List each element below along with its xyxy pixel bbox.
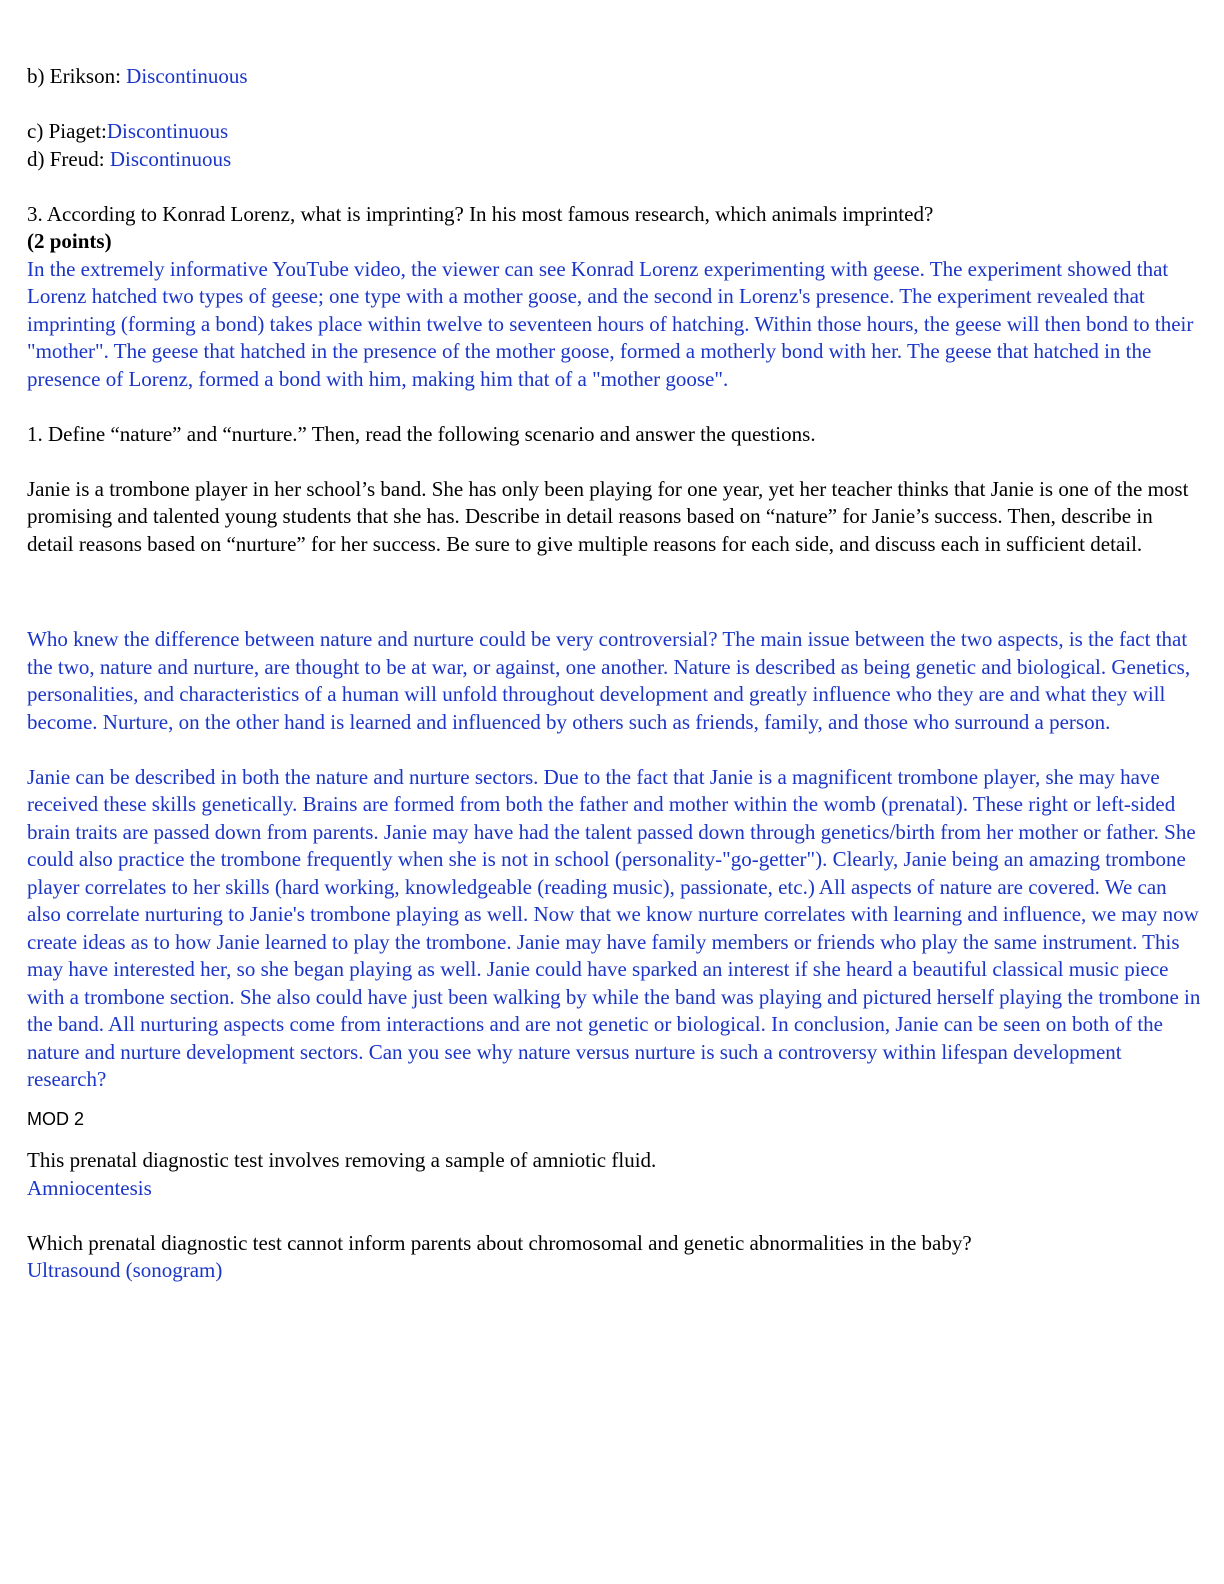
spacer (27, 91, 1202, 119)
spacer (27, 448, 1202, 476)
spacer (27, 558, 1202, 626)
q3-question: 3. According to Konrad Lorenz, what is imprinting? In his most famous research, which animals imprinted? (27, 201, 934, 226)
q2-option-b-label: b) Erikson: (27, 64, 127, 88)
q1-question: 1. Define “nature” and “nurture.” Then, read the following scenario and answer the questions. (27, 421, 816, 446)
q2-option-b-answer: Discontinuous (126, 64, 248, 88)
spacer (27, 393, 1202, 421)
q3-answer: In the extremely informative YouTube video, the viewer can see Konrad Lorenz experimenting with geese. The experiment showed that Lorenz hatched two types of geese; one type with a mother goose, and the second in Lorenz's presence. The experiment revealed that imprinting (forming a bond) takes place within twelve to seventeen hours of hatching. Within those hours, the geese will then bond to their "mother". The geese that hatched in the presence of the mother goose, formed a motherly bond with her. The geese that hatched in the presence of Lorenz, formed a bond with him, making him that of a "mother goose". (27, 256, 1194, 391)
section-heading-mod2: MOD 2 (27, 1108, 85, 1129)
q2-option-b (27, 63, 1202, 91)
q3-points: (2 points) (27, 229, 112, 253)
mod2-answer-a: Amniocentesis (27, 1175, 152, 1200)
q2-option-d (27, 146, 1202, 174)
q2-option-d-answer: Discontinuous (109, 146, 232, 171)
spacer (27, 736, 1202, 764)
q1-answer-paragraph-1: Who knew the difference between nature and nurture could be very controversial? The main issue between the two aspects, is the fact that the two, nature and nurture, are thought to be at war, or against, one another. Nature is described as being genetic and biological. Genetics, personalities, and characteristics of a human will unfold throughout development and greatly influence who they are and what they will become. Nurture, on the other hand is learned and influenced by others such as friends, family, and those who surround a person. (27, 627, 1191, 734)
q2-option-c-answer: Discontinuous (106, 119, 229, 143)
spacer (27, 1202, 1202, 1230)
q1-answer-paragraph-2: Janie can be described in both the nature and nurture sectors. Due to the fact that Janie is a magnificent trombone player, she may have received these skills genetically. Brains are formed from both the father and mother within the womb (prenatal). These right or left-sided brain traits are passed down from parents. Janie may have had the talent passed down through genetics/birth from her mother or father. She could also practice the trombone frequently when she is not in school (personality-"go-getter"). Clearly, Janie being an amazing trombone player correlates to her skills (hard working, knowledgeable (reading music), passionate, etc.) All aspects of nature are covered. We can also correlate nurturing to Janie's trombone playing as well. Now that we know nurture correlates with learning and influence, we may now create ideas as to how Janie learned to play the trombone. Janie may have family members or friends who play the same instrument. This may have interested her, so she began playing as well. Janie could have sparked an interest if she heard a beautiful classical music piece with a trombone section. She also could have just been walking by while the band was playing and pictured herself playing the trombone in the band. All nurturing aspects come from interactions and are not genetic or biological. In conclusion, Janie can be seen on both of the nature and nurture development sectors. Can you see why nature versus nurture is such a controversy within lifespan development research? (27, 764, 1201, 1091)
mod2-answer-b: Ultrasound (sonogram) (27, 1258, 223, 1282)
q1-scenario: Janie is a trombone player in her school’s band. She has only been playing for one year, yet her teacher thinks that Janie is one of the most promising and talented young students that she has. Describe in detail reasons based on “nature” for Janie’s success. Then, describe in detail reasons based on “nurture” for her success. Be sure to give multiple reasons for each side, and discuss each in sufficient detail. (27, 476, 1189, 556)
spacer (27, 173, 1202, 201)
q2-option-c (27, 118, 1202, 146)
mod2-question-b: Which prenatal diagnostic test cannot inform parents about chromosomal and genetic abnormalities in the baby? (27, 1230, 972, 1255)
mod2-question-a: This prenatal diagnostic test involves removing a sample of amniotic fluid. (27, 1148, 657, 1172)
q2-option-d-label: d) Freud: (27, 146, 110, 171)
q2-option-c-label: c) Piaget: (27, 119, 107, 143)
document-page (27, 63, 1202, 1285)
